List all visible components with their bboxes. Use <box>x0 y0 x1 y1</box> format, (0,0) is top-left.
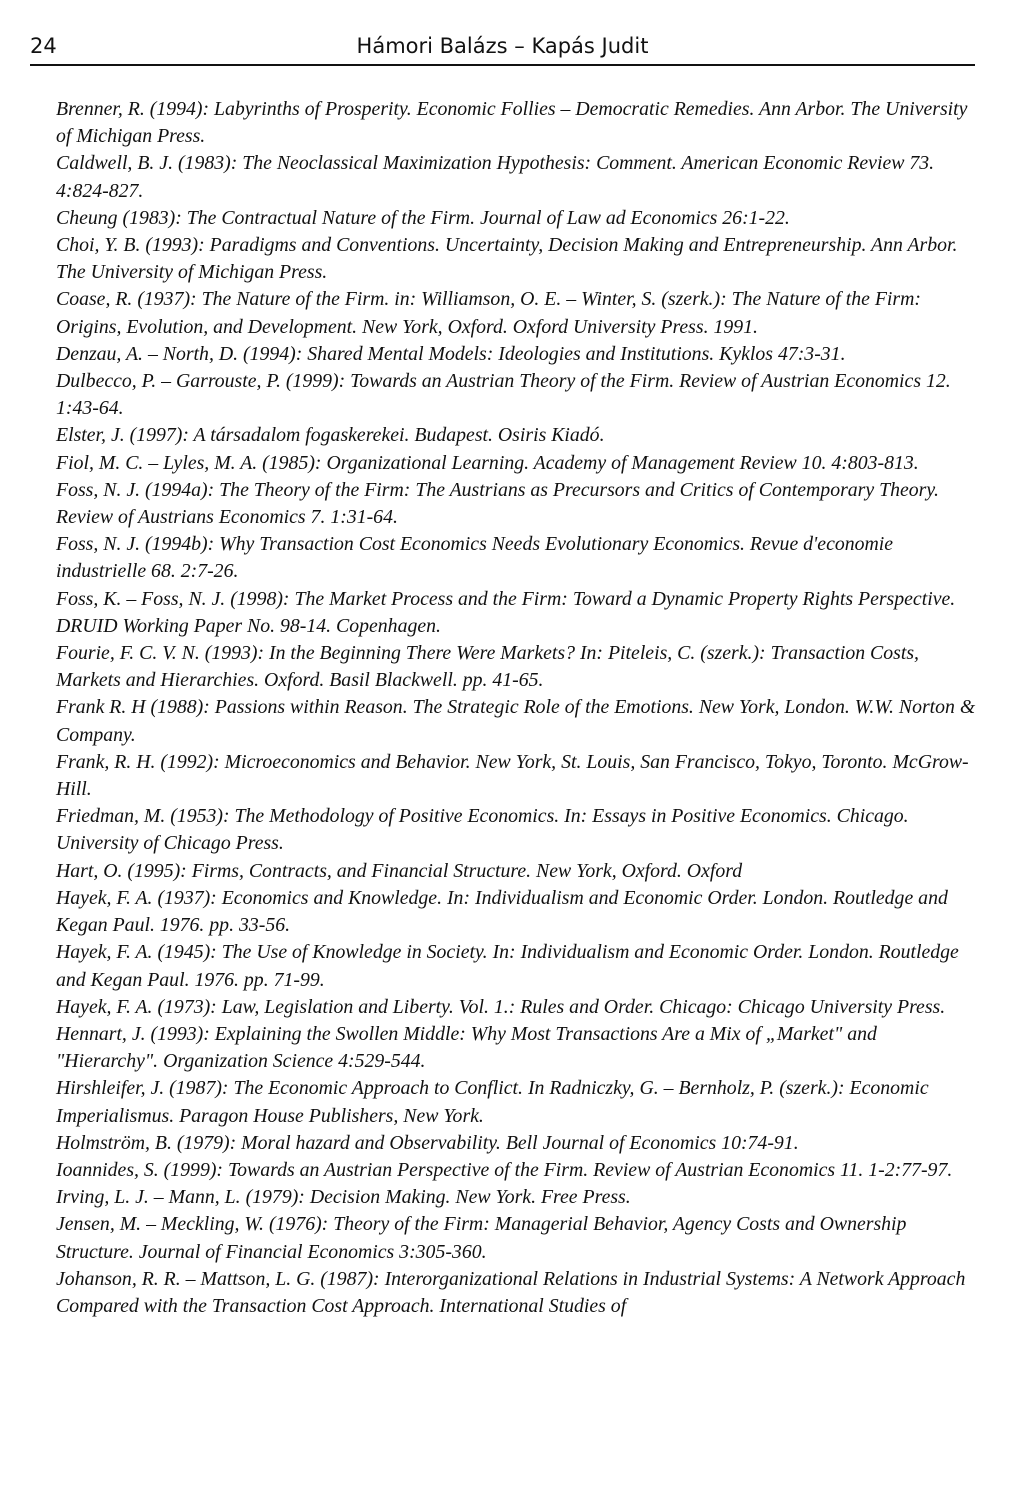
reference-entry: Hayek, F. A. (1945): The Use of Knowledge in Society. In: Individualism and Economic Order. London. Routledge and Kegan Paul. 1976. pp. 71-99. <box>56 941 959 991</box>
reference-entry: Foss, N. J. (1994a): The Theory of the Firm: The Austrians as Precursors and Critics of Contemporary Theory. Review of Austrians Economics 7. 1:31-64. <box>56 478 939 529</box>
reference-entry: Hennart, J. (1993): Explaining the Swollen Middle: Why Most Transactions Are a Mix of „Market" and "Hierarchy". Organization Science 4:529-544. <box>56 1022 877 1073</box>
reference-entry: Hart, O. (1995): Firms, Contracts, and Financial Structure. New York, Oxford. Oxford <box>56 859 743 882</box>
reference-entry: Hirshleifer, J. (1987): The Economic Approach to Conflict. In Radniczky, G. – Bernholz, P. (szerk.): Economic Imperialismus. Paragon House Publishers, New York. <box>56 1077 929 1127</box>
running-title: Hámori Balázs – Kapás Judit <box>356 34 649 58</box>
reference-entry: Foss, K. – Foss, N. J. (1998): The Market Process and the Firm: Toward a Dynamic Property Rights Perspective. DRUID Working Paper No. 98-14. Copenhagen. <box>56 587 956 637</box>
reference-entry: Fourie, F. C. V. N. (1993): In the Beginning There Were Markets? In: Piteleis, C. (szerk.): Transaction Costs, Markets and Hierarchies. Oxford. Basil Blackwell. pp. 41-65. <box>56 642 919 692</box>
reference-entry: Holmström, B. (1979): Moral hazard and Observability. Bell Journal of Economics 10:74-91. <box>56 1131 799 1154</box>
reference-entry: Brenner, R. (1994): Labyrinths of Prosperity. Economic Follies – Democratic Remedies. Ann Arbor. The University of Michigan Press. <box>56 98 968 148</box>
reference-entry: Elster, J. (1997): A társadalom fogaskerekei. Budapest. Osiris Kiadó. <box>56 424 605 447</box>
page-header <box>30 30 975 66</box>
reference-entry: Frank R. H (1988): Passions within Reason. The Strategic Role of the Emotions. New York, London. W.W. Norton & Company. <box>56 696 976 746</box>
reference-entry: Friedman, M. (1953): The Methodology of Positive Economics. In: Essays in Positive Economics. Chicago. University of Chicago Press. <box>56 805 909 855</box>
reference-entry: Hayek, F. A. (1937): Economics and Knowledge. In: Individualism and Economic Order. London. Routledge and Kegan Paul. 1976. pp. 33-56. <box>56 886 948 937</box>
reference-entry: Frank, R. H. (1992): Microeconomics and Behavior. New York, St. Louis, San Francisco, Tokyo, Toronto. McGrow-Hill. <box>56 750 969 801</box>
reference-entry: Foss, N. J. (1994b): Why Transaction Cost Economics Needs Evolutionary Economics. Revue d'economie industrielle 68. 2:7-26. <box>56 533 894 583</box>
reference-list <box>56 96 981 1320</box>
reference-entry: Irving, L. J. – Mann, L. (1979): Decision Making. New York. Free Press. <box>56 1186 631 1209</box>
reference-entry: Johanson, R. R. – Mattson, L. G. (1987): Interorganizational Relations in Industrial Systems: A Network Approach Compared with the Transaction Cost Approach. International Studies of <box>56 1267 966 1317</box>
reference-entry: Choi, Y. B. (1993): Paradigms and Conventions. Uncertainty, Decision Making and Entrepreneurship. Ann Arbor. The University of Michigan Press. <box>56 234 958 284</box>
reference-entry: Dulbecco, P. – Garrouste, P. (1999): Towards an Austrian Theory of the Firm. Review of Austrian Economics 12. 1:43-64. <box>56 370 951 420</box>
reference-entry: Ioannides, S. (1999): Towards an Austrian Perspective of the Firm. Review of Austrian Economics 11. 1-2:77-97. <box>56 1158 953 1181</box>
reference-entry: Fiol, M. C. – Lyles, M. A. (1985): Organizational Learning. Academy of Management Review 10. 4:803-813. <box>56 451 919 474</box>
reference-entry: Cheung (1983): The Contractual Nature of the Firm. Journal of Law ad Economics 26:1-22. <box>56 206 790 229</box>
page-number: 24 <box>30 34 57 58</box>
reference-entry: Hayek, F. A. (1973): Law, Legislation and Liberty. Vol. 1.: Rules and Order. Chicago: Chicago University Press. <box>56 995 946 1018</box>
reference-entry: Coase, R. (1937): The Nature of the Firm. in: Williamson, O. E. – Winter, S. (szerk.): The Nature of the Firm: Origins, Evolution, and Development. New York, Oxford. Oxford University Press. 1991. <box>56 288 921 338</box>
reference-entry: Caldwell, B. J. (1983): The Neoclassical Maximization Hypothesis: Comment. American Economic Review 73. 4:824-827. <box>56 152 935 202</box>
reference-entry: Jensen, M. – Meckling, W. (1976): Theory of the Firm: Managerial Behavior, Agency Costs and Ownership Structure. Journal of Financial Economics 3:305-360. <box>56 1213 907 1263</box>
reference-entry: Denzau, A. – North, D. (1994): Shared Mental Models: Ideologies and Institutions. Kyklos 47:3-31. <box>56 342 846 365</box>
